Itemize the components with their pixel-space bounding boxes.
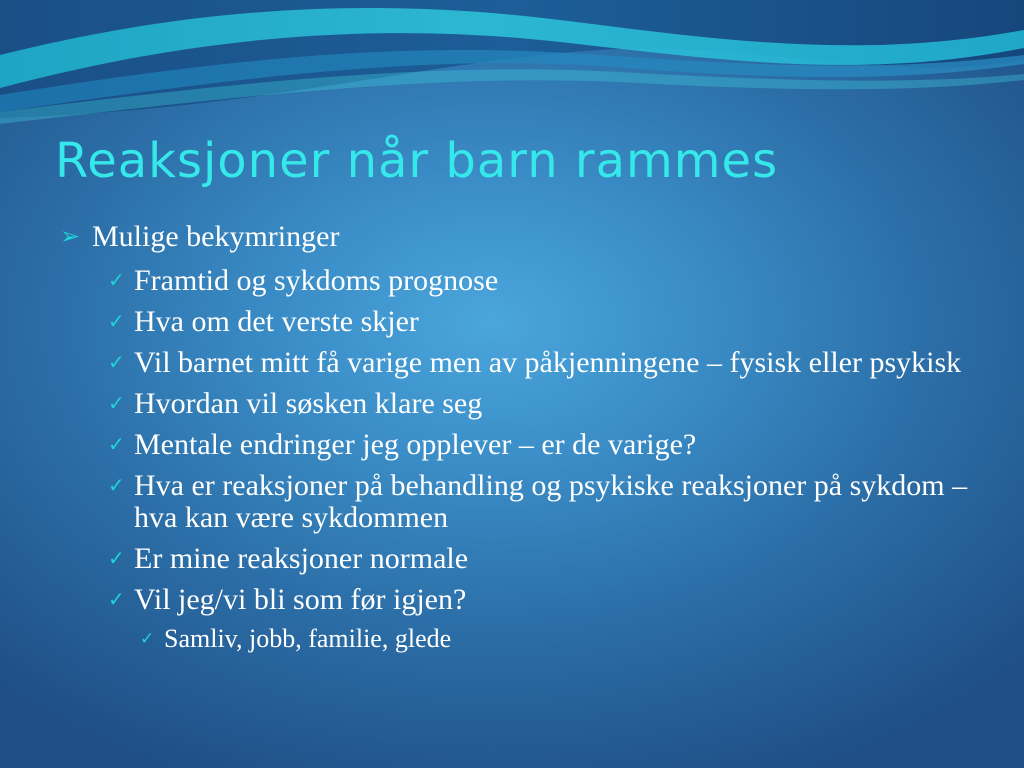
bullet-text: Vil barnet mitt få varige men av påkjenningene – fysisk eller psykisk [134,346,962,379]
bullet-item [60,265,980,297]
checkmark-bullet-icon: ✓ [108,311,125,333]
checkmark-bullet-icon: ✓ [140,629,155,648]
bullet-item [60,218,980,256]
checkmark-bullet-icon: ✓ [108,393,125,415]
bullet-item [60,543,980,575]
bullet-text: Framtid og sykdoms prognose [134,264,499,297]
bullet-text: Hvordan vil søsken klare seg [134,387,483,420]
bullet-text: Hva om det verste skjer [134,305,419,338]
bullet-text: Mulige bekymringer [92,220,340,253]
bullet-text: Er mine reaksjoner normale [134,542,469,575]
wave-header-decoration [0,0,1024,130]
checkmark-bullet-icon: ✓ [108,434,125,456]
slide-title: Reaksjoner når barn rammes [55,133,779,189]
bullet-item [60,584,980,616]
bullet-item [60,429,980,461]
bullet-text: Mentale endringer jeg opplever – er de varige? [134,428,697,461]
bullet-item [60,388,980,420]
bullet-item [60,624,980,654]
bullet-text: Hva er reaksjoner på behandling og psykiske reaksjoner på sykdom – hva kan være sykdommen [134,469,968,534]
bullet-item [60,470,980,534]
checkmark-bullet-icon: ✓ [108,270,125,292]
bullet-text: Samliv, jobb, familie, glede [164,624,452,653]
bullet-item [60,347,980,379]
checkmark-bullet-icon: ✓ [108,475,125,497]
checkmark-bullet-icon: ✓ [108,548,125,570]
checkmark-bullet-icon: ✓ [108,589,125,611]
bullet-text: Vil jeg/vi bli som før igjen? [134,583,467,616]
arrow-bullet-icon: ➢ [60,224,81,250]
checkmark-bullet-icon: ✓ [108,352,125,374]
bullet-list [60,218,980,654]
bullet-item [60,306,980,338]
